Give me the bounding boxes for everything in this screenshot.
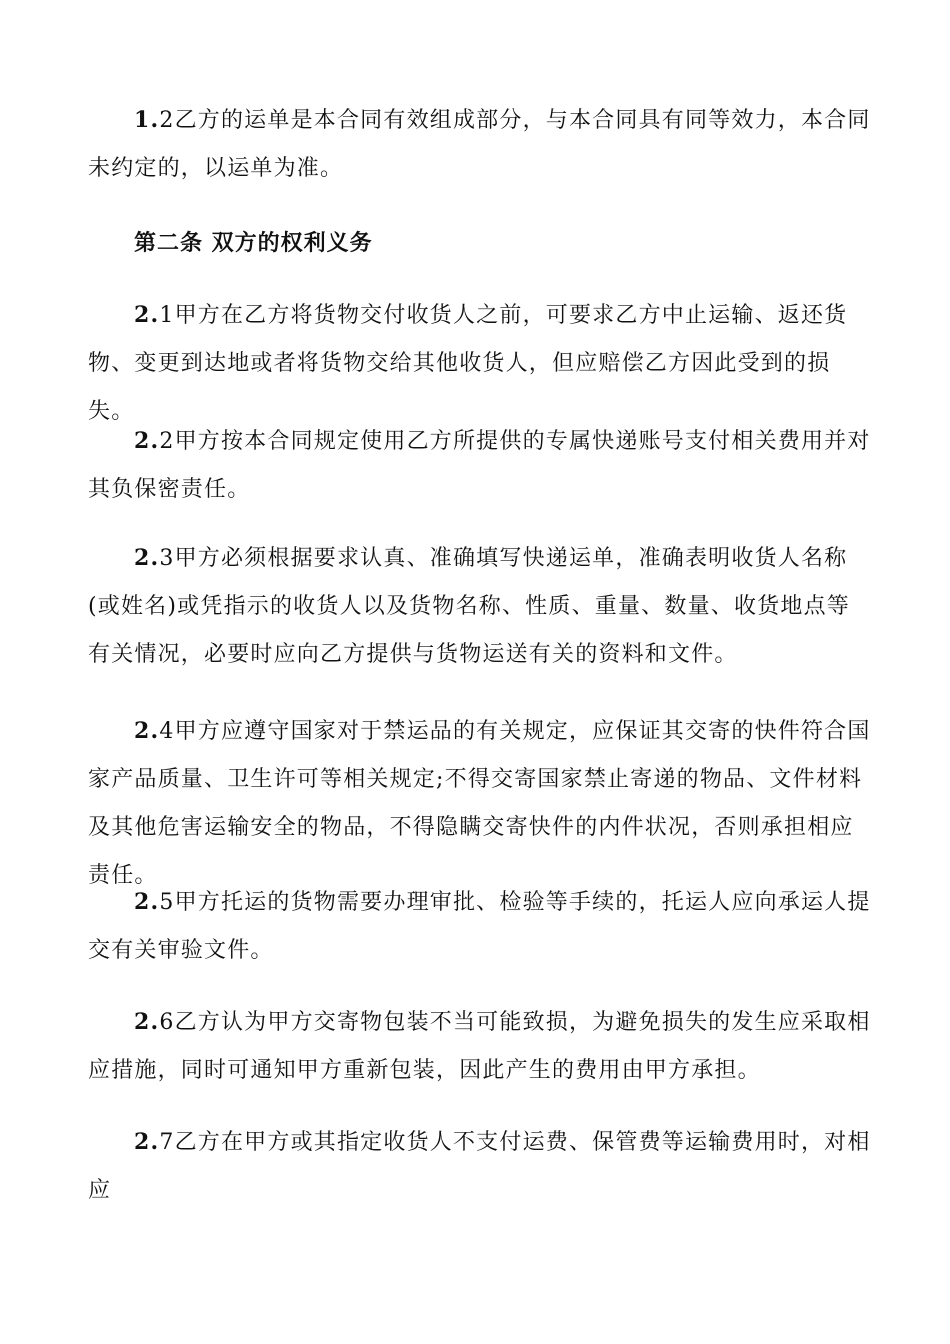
clause-number: 1. [134, 107, 160, 133]
clause-number: 2. [134, 718, 160, 744]
paragraph-2-5 [88, 878, 872, 975]
clause-number: 2. [134, 1129, 160, 1155]
paragraph-2-1 [88, 291, 872, 436]
clause-number: 2. [134, 1009, 160, 1035]
paragraph-2-7 [88, 1118, 872, 1215]
paragraph-text: 2乙方的运单是本合同有效组成部分，与本合同具有同等效力，本合同未约定的，以运单为准。 [88, 108, 871, 181]
paragraph-text: 3甲方必须根据要求认真、准确填写快递运单，准确表明收货人名称(或姓名)或凭指示的收货人以及货物名称、性质、重量、数量、收货地点等有关情况，必要时应向乙方提供与货物运送有关的资料和文件。 [88, 546, 850, 667]
paragraph-text: 4甲方应遵守国家对于禁运品的有关规定，应保证其交寄的快件符合国家产品质量、卫生许可等相关规定;不得交寄国家禁止寄递的物品、文件材料及其他危害运输安全的物品，不得隐瞒交寄快件的内件状况，否则承担相应责任。 [88, 719, 871, 888]
paragraph-1-2 [88, 96, 872, 193]
clause-number: 2. [134, 302, 160, 328]
section-heading: 第二条 双方的权利义务 [134, 230, 373, 256]
paragraph-text: 6乙方认为甲方交寄物包装不当可能致损，为避免损失的发生应采取相应措施，同时可通知甲方重新包装，因此产生的费用由甲方承担。 [88, 1010, 871, 1083]
paragraph-text: 2甲方按本合同规定使用乙方所提供的专属快递账号支付相关费用并对其负保密责任。 [88, 429, 871, 502]
paragraph-text: 5甲方托运的货物需要办理审批、检验等手续的，托运人应向承运人提交有关审验文件。 [88, 890, 871, 963]
paragraph-2-4 [88, 707, 872, 900]
paragraph-2-3 [88, 534, 872, 679]
paragraph-2-2 [88, 417, 872, 514]
clause-number: 2. [134, 428, 160, 454]
clause-number: 2. [134, 889, 160, 915]
paragraph-text: 1甲方在乙方将货物交付收货人之前，可要求乙方中止运输、返还货物、变更到达地或者将货物交给其他收货人，但应赔偿乙方因此受到的损失。 [88, 303, 848, 424]
paragraph-text: 7乙方在甲方或其指定收货人不支付运费、保管费等运输费用时，对相应 [88, 1130, 871, 1203]
clause-number: 2. [134, 545, 160, 571]
paragraph-2-6 [88, 998, 872, 1095]
